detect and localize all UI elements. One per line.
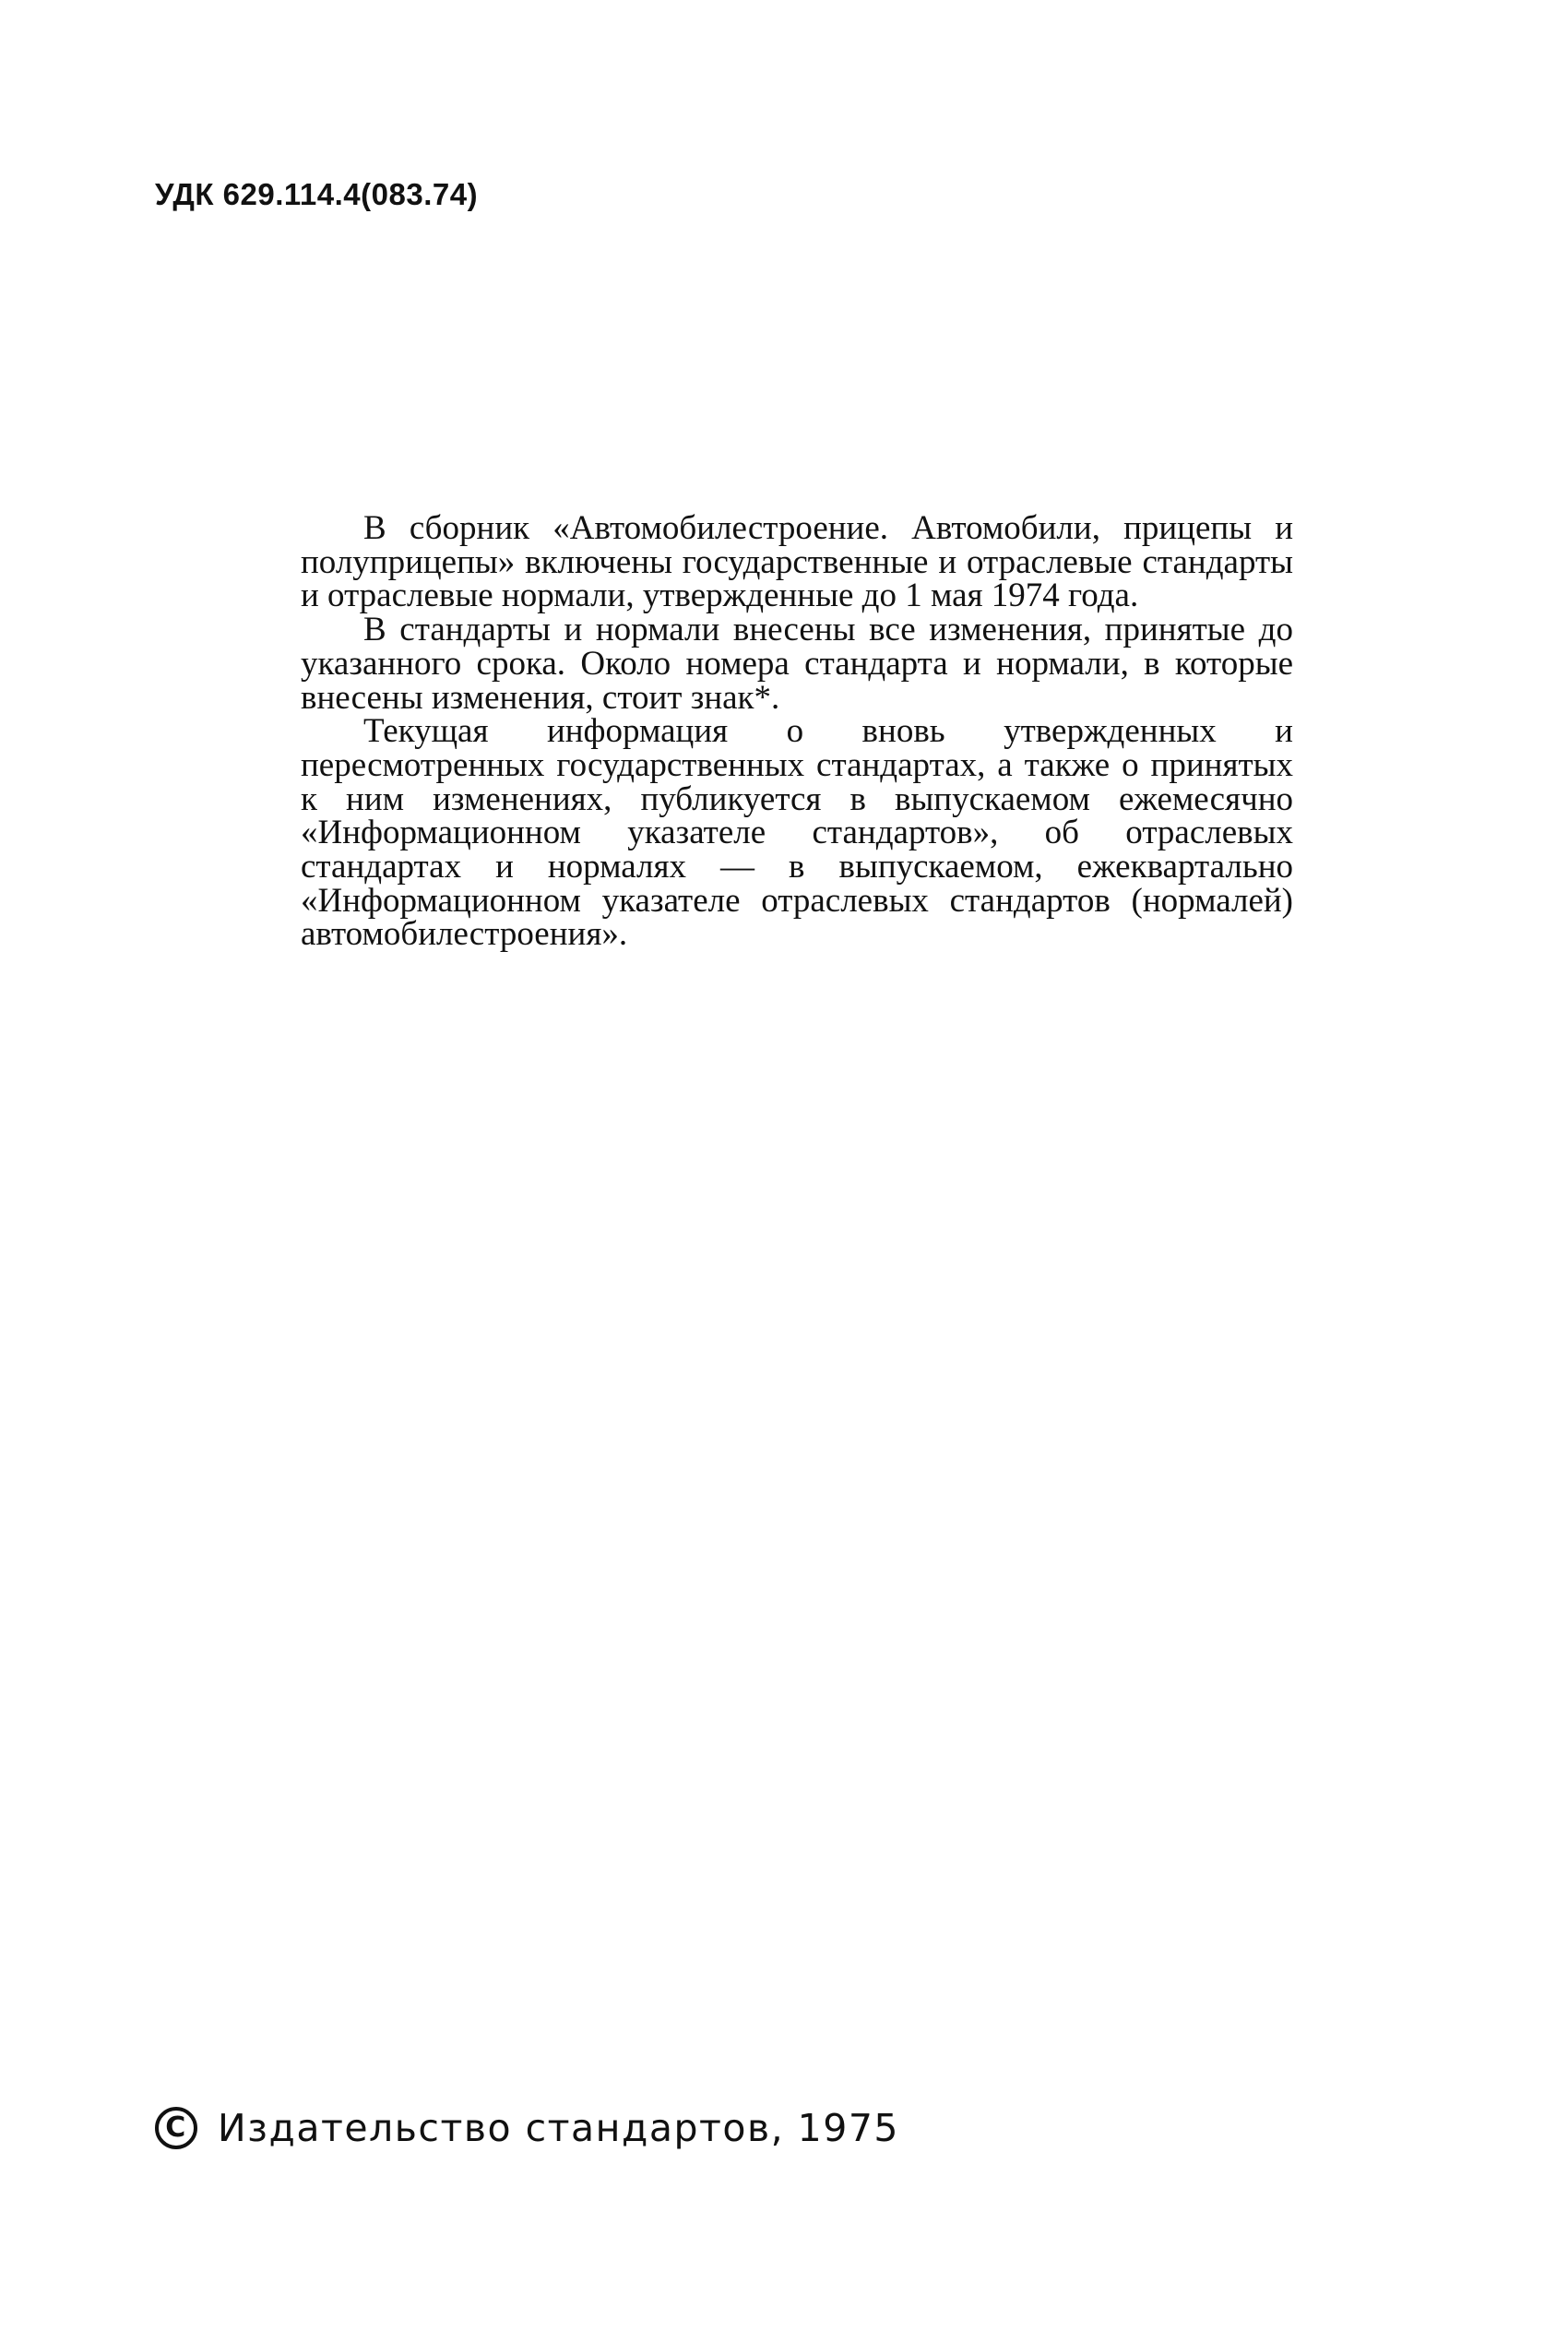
paragraph-contents: В сборник «Автомобилестроение. Автомобили, прицепы и полуприцепы» включены государственные и отраслевые стандарты и отраслевые нормали, утвержденные до 1 мая 1974 года. (301, 509, 1293, 615)
udk-code: УДК 629.114.4(083.74) (155, 177, 479, 211)
publisher-text: Издательство стандартов, 1975 (218, 2106, 900, 2150)
body-text (301, 509, 1293, 954)
copyright-notice (155, 2106, 899, 2150)
paragraph-amendments: В стандарты и нормали внесены все изменения, принятые до указанного срока. Около номера стандарта и нормали, в которые внесены изменения, стоит знак*. (301, 611, 1293, 717)
copyright-icon: C (155, 2107, 197, 2149)
paragraph-current-info: Текущая информация о вновь утвержденных и пересмотренных государственных стандартах, а также о принятых к ним изменениях, публикуется в выпускаемом ежемесячно «Информационном указателе стандартов», об отраслевых стандартах и нормалях — в выпускаемом, ежеквартально «Информационном указателе отраслевых стандартов (нормалей) автомобилестроения». (301, 712, 1293, 954)
